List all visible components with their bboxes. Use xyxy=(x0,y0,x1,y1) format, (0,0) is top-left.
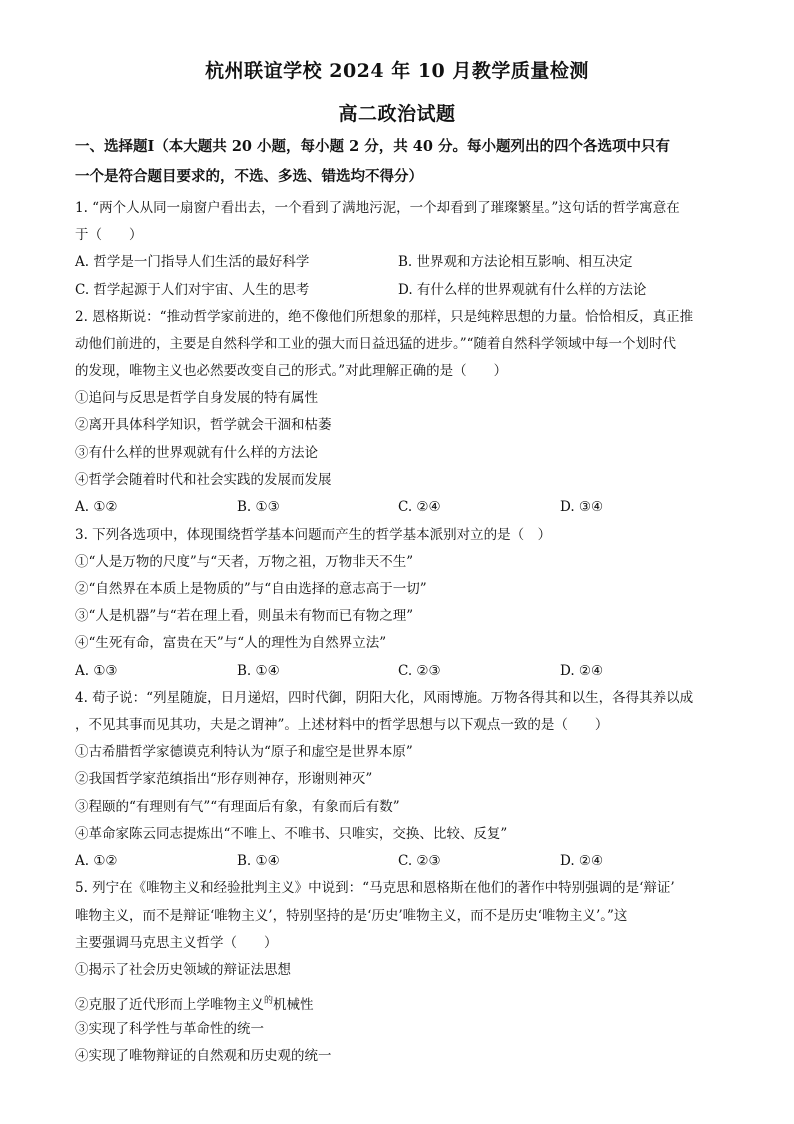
section-heading xyxy=(75,132,725,192)
q2-statement-1: ①追问与反思是哲学自身发展的特有属性 xyxy=(75,390,318,406)
q4-statement-2: ②我国哲学家范缜指出“形存则神存，形谢则神灭” xyxy=(75,771,373,787)
q1-option-a: A. 哲学是一门指导人们生活的最好科学 xyxy=(75,254,310,270)
q5-statement-3: ③实现了科学性与革命性的统一 xyxy=(75,1021,264,1037)
q4-stem-line-1: 4. 荀子说：“列星随旋，日月递炤，四时代御，阴阳大化，风雨博施。万物各得其和以生，各得其养以成 xyxy=(75,690,694,706)
q4-statement-3: ③程颐的“有理则有气”“有理面后有象，有象而后有数” xyxy=(75,799,400,815)
q3-statement-2: ②“自然界在本质上是物质的”与“自由选择的意志高于一切” xyxy=(75,581,427,597)
q3-option-a: A. ①③ xyxy=(75,663,118,679)
q1-option-d: D. 有什么样的世界观就有什么样的方法论 xyxy=(398,282,647,298)
q5-statement-2-superscript: 的 xyxy=(264,996,274,1006)
q5-statement-1: ①揭示了社会历史领域的辩证法思想 xyxy=(75,962,291,978)
q2-statement-3: ③有什么样的世界观就有什么样的方法论 xyxy=(75,445,318,461)
q3-option-c: C. ②③ xyxy=(398,663,441,679)
q2-stem-line-1: 2. 恩格斯说：“推动哲学家前进的，绝不像他们所想象的那样，只是纯粹思想的力量。恰恰相反，真正推 xyxy=(75,309,694,325)
q2-statement-2: ②离开具体科学知识，哲学就会干涸和枯萎 xyxy=(75,417,332,433)
q4-option-b: B. ①④ xyxy=(237,853,280,869)
q2-statement-4: ④哲学会随着时代和社会实践的发展而发展 xyxy=(75,472,332,488)
q2-option-d: D. ③④ xyxy=(560,499,604,515)
q3-statement-1: ①“人是万物的尺度”与“天者，万物之祖，万物非天不生” xyxy=(75,554,414,570)
q3-statement-3: ③“人是机器”与“若在理上看，则虽未有物而已有物之理” xyxy=(75,608,414,624)
q2-stem-line-3: 的发现，唯物主义也必然要改变自己的形式。”对此理解正确的是（ ） xyxy=(75,363,508,379)
exam-title: 杭州联谊学校 2024 年 10 月教学质量检测 xyxy=(205,60,589,82)
q4-option-d: D. ②④ xyxy=(560,853,604,869)
q3-stem-line-1: 3. 下列各选项中，体现围绕哲学基本问题而产生的哲学基本派别对立的是（ ） xyxy=(75,527,552,543)
q2-option-c: C. ②④ xyxy=(398,499,441,515)
q1-option-b: B. 世界观和方法论相互影响、相互决定 xyxy=(398,254,633,270)
q4-option-a: A. ①② xyxy=(75,853,118,869)
q3-option-b: B. ①④ xyxy=(237,663,280,679)
q1-option-c: C. 哲学起源于人们对宇宙、人生的思考 xyxy=(75,282,310,298)
section-heading-line-1: 一、选择题Ⅰ（本大题共 20 小题，每小题 2 分，共 40 分。每小题列出的四个各选项中只有 xyxy=(75,138,671,155)
q5-statement-2-text-end: 机械性 xyxy=(273,997,314,1013)
q5-statement-4: ④实现了唯物辩证的自然观和历史观的统一 xyxy=(75,1048,332,1064)
q2-option-a: A. ①② xyxy=(75,499,118,515)
q5-stem-line-2: 唯物主义，而不是辩证‘唯物主义’，特别坚持的是‘历史’唯物主义，而不是历史‘唯物主义’。”这 xyxy=(75,908,628,924)
q5-statement-2 xyxy=(75,992,314,1014)
q5-stem-line-1: 5. 列宁在《唯物主义和经验批判主义》中说到：“马克思和恩格斯在他们的著作中特别强调的是‘辩证’ xyxy=(75,880,675,896)
q3-option-d: D. ②④ xyxy=(560,663,604,679)
q5-statement-2-text: ②克服了近代形而上学唯物主义 xyxy=(75,997,264,1013)
q1-stem-line-2: 于（ ） xyxy=(75,227,143,243)
q4-statement-4: ④革命家陈云同志提炼出“不唯上、不唯书、只唯实，交换、比较、反复” xyxy=(75,826,508,842)
q4-statement-1: ①古希腊哲学家德谟克利特认为“原子和虚空是世界本原” xyxy=(75,744,413,760)
q4-option-c: C. ②③ xyxy=(398,853,441,869)
q3-statement-4: ④“生死有命，富贵在天”与“人的理性为自然界立法” xyxy=(75,635,387,651)
q2-stem-line-2: 动他们前进的，主要是自然科学和工业的强大而日益迅猛的进步。”“随着自然科学领域中每一个划时代 xyxy=(75,336,677,352)
section-heading-line-2: 一个是符合题目要求的，不选、多选、错选均不得分） xyxy=(75,168,423,185)
q2-option-b: B. ①③ xyxy=(237,499,280,515)
q5-stem-line-3: 主要强调马克思主义哲学（ ） xyxy=(75,935,278,951)
q4-stem-line-2: ，不见其事而见其功，夫是之谓神”。上述材料中的哲学思想与以下观点一致的是（ ） xyxy=(75,717,609,733)
exam-subtitle: 高二政治试题 xyxy=(338,103,456,125)
q1-stem-line-1: 1. “两个人从同一扇窗户看出去，一个看到了满地污泥，一个却看到了璀璨繁星。”这句话的哲学寓意在 xyxy=(75,200,680,216)
